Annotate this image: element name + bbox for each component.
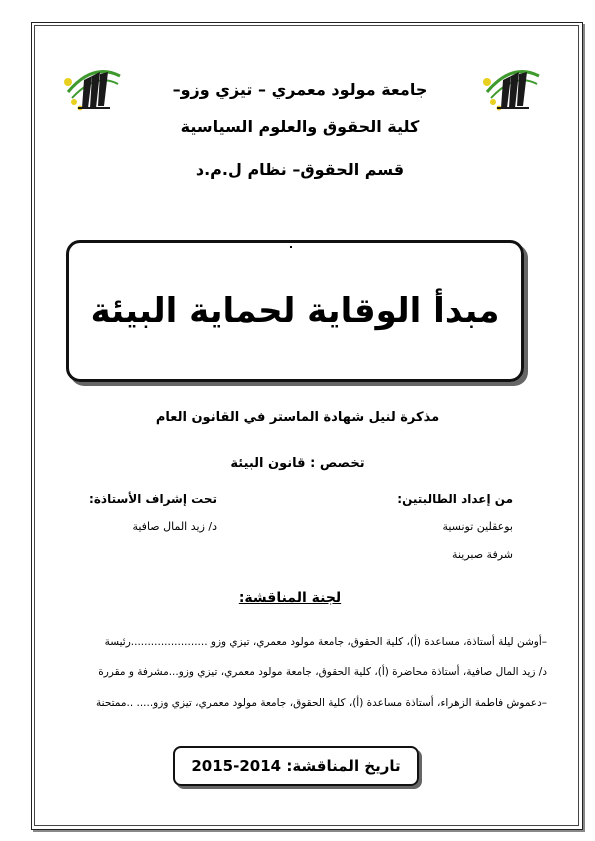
university-logo-icon <box>477 58 547 118</box>
jury-heading: لجنة المناقشة: <box>238 590 342 606</box>
university-name: جامعة مولود معمري – تيزي وزو– <box>172 80 428 99</box>
jury-member: –دعموش فاطمة الزهراء، أستاذة مساعدة (أ)، كلية الحقوق، جامعة مولود معمري، تيزي وزو..... ..ممتحنة <box>96 697 547 709</box>
student-name: شرفة صبرينة <box>452 548 513 561</box>
department-name: قسم الحقوق– نظام ل.م.د <box>195 160 405 179</box>
supervisor-heading: تحت إشراف الأستاذة: <box>89 492 217 506</box>
student-name: بوعقلين تونسية <box>442 520 513 533</box>
jury-member: د/ زيد المال صافية، أستاذة محاضرة (أ)، كلية الحقوق، جامعة مولود معمري، تيزي وزو...مشرفة و مقررة <box>98 666 547 678</box>
thesis-note: مذكرة لنيل شهادة الماستر في القانون العام <box>155 410 440 425</box>
faculty-name: كلية الحقوق والعلوم السياسية <box>180 117 420 136</box>
jury-member: –أوشن ليلة أستاذة، مساعدة (أ)، كلية الحقوق، جامعة مولود معمري، تيزي وزو .......................رئيسة <box>104 636 547 648</box>
title-box <box>66 240 524 382</box>
university-logo-icon <box>58 58 128 118</box>
specialty: تخصص : قانون البيئة <box>230 456 365 471</box>
thesis-title: مبدأ الوقاية لحماية البيئة <box>90 291 500 331</box>
defense-date: تاريخ المناقشة: 2014-2015 <box>173 746 419 786</box>
supervisor-name: د/ زيد المال صافية <box>132 520 217 533</box>
students-heading: من إعداد الطالبتين: <box>397 492 513 506</box>
